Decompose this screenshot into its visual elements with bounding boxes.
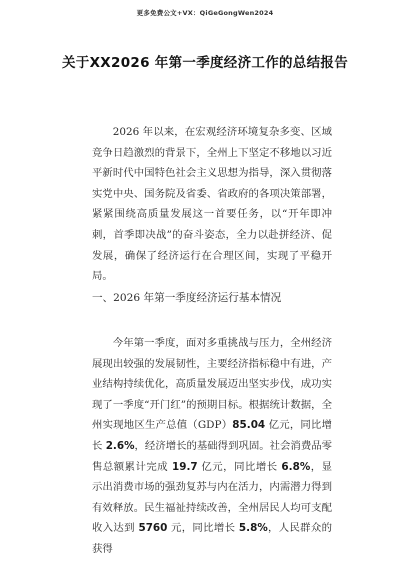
retail-growth-value: 6.8% [281, 460, 311, 473]
gdp-value: 85.04 [232, 419, 266, 432]
body-text-segment: 亿元，同比增长 [197, 460, 282, 473]
section-heading: 一、2026 年第一季度经济运行基本情况 [92, 292, 282, 304]
body-text-segment: ，显示出消费市场的强劲复苏与内在活力，内需潜力得到有效释放。民生福祉持续改善，全州居民人均可支配收入达到 [92, 460, 333, 535]
retail-value: 19.7 [171, 460, 198, 473]
header-watermark-text: 更多免费公文+VX：QiGeGongWen2024 [136, 9, 274, 17]
income-growth-value: 5.8% [238, 522, 268, 535]
gdp-growth-value: 2.6% [105, 439, 135, 452]
body-text-segment: ，经济增长的基础得到巩固。社会消费品零售总额累计完成 [92, 439, 332, 473]
document-title: 关于XX2026 年第一季度经济工作的总结报告 [62, 55, 348, 71]
body-text-segment: 元，同比增长 [167, 522, 239, 535]
body-text-segment: 亿元，同比增长 [92, 419, 333, 452]
income-value: 5760 [138, 522, 168, 535]
intro-paragraph: 2026 年以来，在宏观经济环境复杂多变、区域竞争日趋激烈的背景下，全州上下坚定不移地以习近平新时代中国特色社会主义思想为指导，深入贯彻落实党中央、国务院及省委、省政府的各项决策部署，紧紧围绕高质量发展这一首要任务，以“开年即冲刺，首季即决战”的奋斗姿态，全力以赴拼经济、促发展，确保了经济运行在合理区间，实现了平稳开局。 [92, 126, 332, 283]
body-text-segment: ，人民群众的获得 [92, 522, 332, 555]
body-text-segment: 今年第一季度，面对多重挑战与压力，全州经济展现出较强的发展韧性，主要经济指标稳中有进，产业结构持续优化，高质量发展迈出坚实步伐，成功实现了一季度“开门红”的预期目标。根据统计数据，全州实现地区生产总值（GDP） [92, 337, 332, 432]
section-body-paragraph [92, 333, 332, 560]
